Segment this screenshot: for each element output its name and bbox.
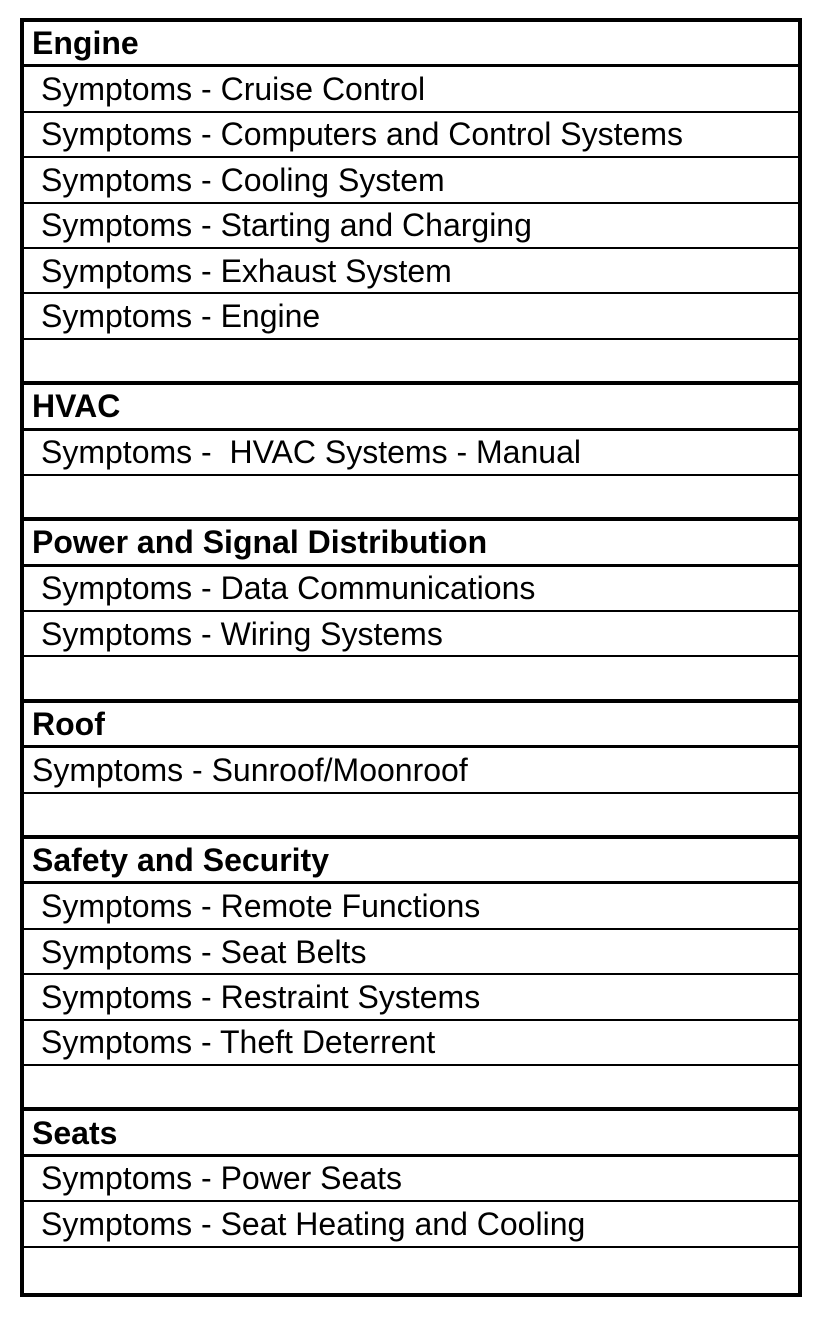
blank-row [24,340,798,385]
link-computers-and-control-systems[interactable]: Symptoms - Computers and Control Systems [24,113,798,158]
section-header-safety-and-security: Safety and Security [24,839,798,884]
blank-row [24,1248,798,1293]
link-starting-and-charging[interactable]: Symptoms - Starting and Charging [24,204,798,249]
link-seat-heating-and-cooling[interactable]: Symptoms - Seat Heating and Cooling [24,1202,798,1247]
section-header-hvac: HVAC [24,385,798,430]
link-sunroof-moonroof[interactable]: Symptoms - Sunroof/Moonroof [24,748,798,793]
blank-row [24,657,798,702]
link-power-seats[interactable]: Symptoms - Power Seats [24,1157,798,1202]
link-exhaust-system[interactable]: Symptoms - Exhaust System [24,249,798,294]
section-header-engine: Engine [24,22,798,67]
link-data-communications[interactable]: Symptoms - Data Communications [24,567,798,612]
blank-row [24,1066,798,1111]
link-wiring-systems[interactable]: Symptoms - Wiring Systems [24,612,798,657]
link-theft-deterrent[interactable]: Symptoms - Theft Deterrent [24,1021,798,1066]
section-header-roof: Roof [24,703,798,748]
link-restraint-systems[interactable]: Symptoms - Restraint Systems [24,975,798,1020]
link-hvac-systems-manual[interactable]: Symptoms - HVAC Systems - Manual [24,431,798,476]
section-header-seats: Seats [24,1111,798,1156]
link-remote-functions[interactable]: Symptoms - Remote Functions [24,884,798,929]
section-header-power-and-signal-distribution: Power and Signal Distribution [24,521,798,566]
blank-row [24,794,798,839]
link-cruise-control[interactable]: Symptoms - Cruise Control [24,67,798,112]
link-seat-belts[interactable]: Symptoms - Seat Belts [24,930,798,975]
link-cooling-system[interactable]: Symptoms - Cooling System [24,158,798,203]
symptoms-index-table [20,18,802,1297]
link-engine[interactable]: Symptoms - Engine [24,294,798,339]
blank-row [24,476,798,521]
